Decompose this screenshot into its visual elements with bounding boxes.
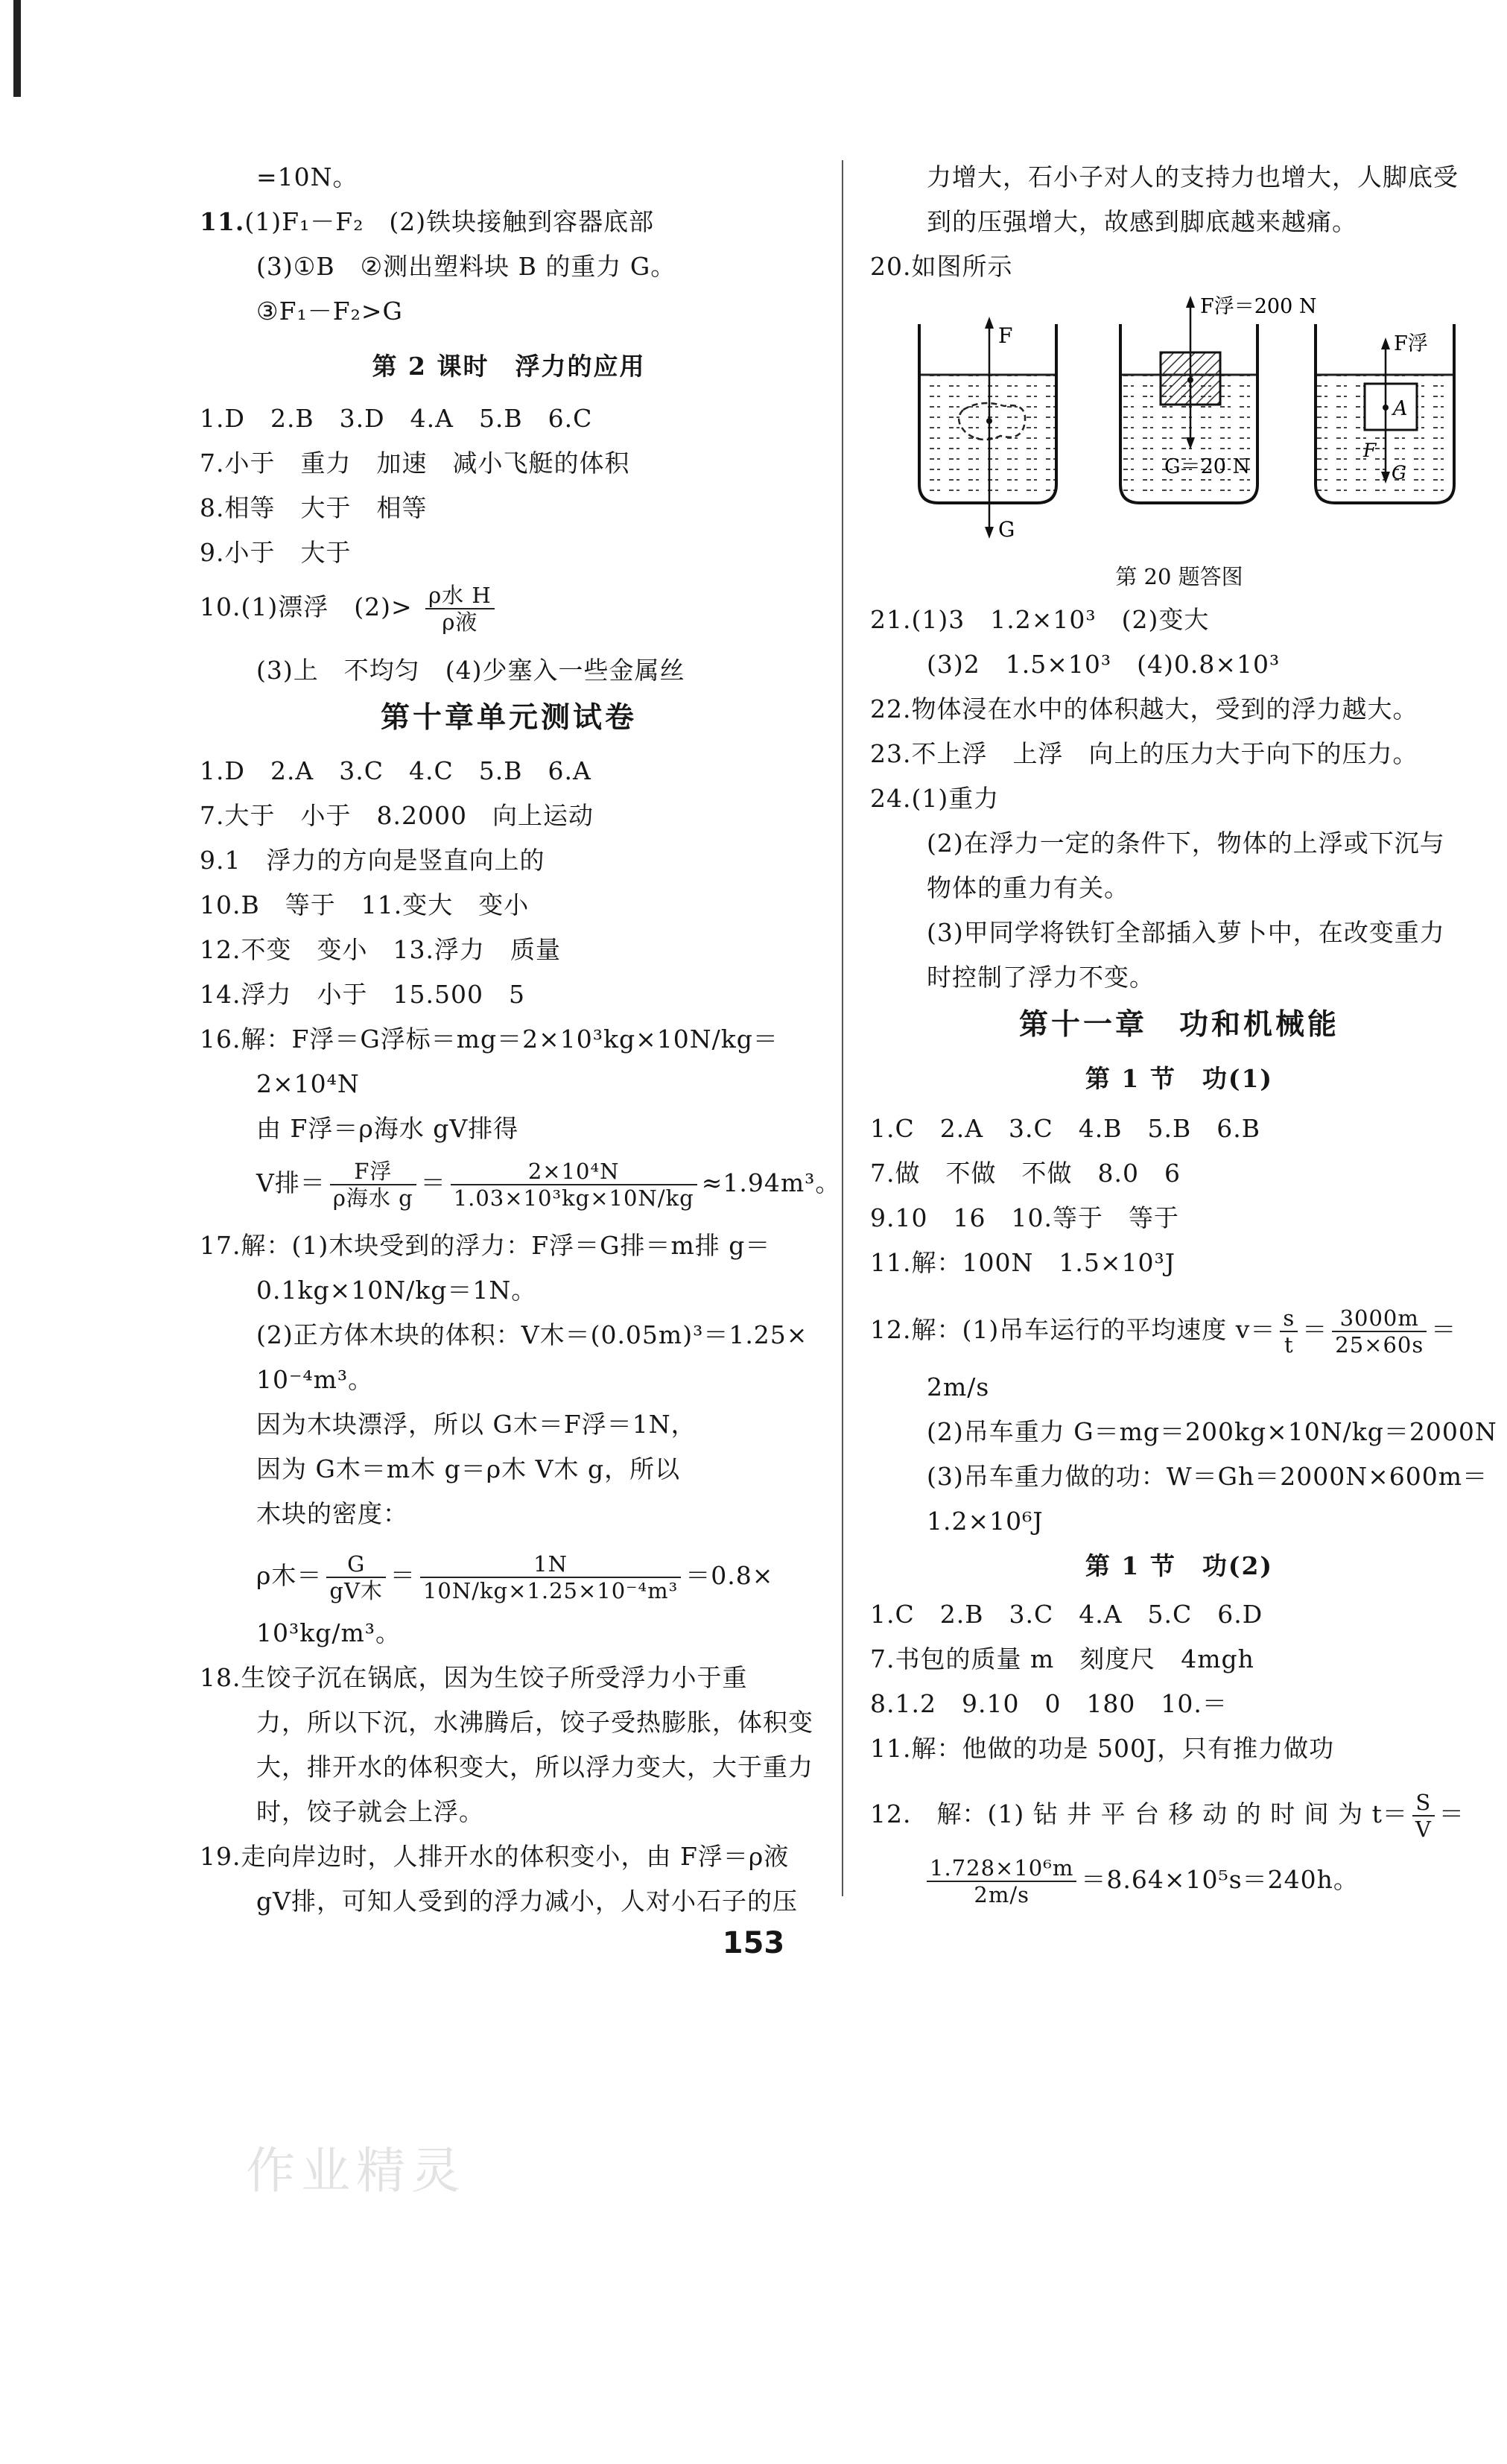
answer-line: 21.(1)3 1.2×10³ (2)变大: [870, 605, 1210, 634]
answer-line: 10³kg/m³。: [256, 1618, 401, 1647]
answer-line: gV排，可知人受到的浮力减小，人对小石子的压: [256, 1887, 798, 1916]
answer-line: 木块的密度：: [256, 1499, 408, 1528]
denominator: 1.03×10³kg×10N/kg: [453, 1185, 694, 1211]
column-divider: [842, 160, 843, 1896]
numerator: 1N: [420, 1551, 681, 1578]
answer-line: [200, 207, 654, 237]
answer-line: (3)2 1.5×10³ (4)0.8×10³: [927, 650, 1281, 679]
answer-line: [200, 583, 499, 635]
label-g-20: G＝20 N: [1164, 455, 1251, 478]
binding-mark: [13, 0, 21, 97]
fraction: [1280, 1305, 1298, 1358]
answer-line: 到的压强增大，故感到脚底越来越痛。: [927, 207, 1357, 236]
answer-line: 8.1.2 9.10 0 180 10.＝: [870, 1689, 1228, 1718]
answer-line: 1.2×10⁶J: [927, 1507, 1044, 1536]
answer-line: 17.解：(1)木块受到的浮力：F浮＝G排＝m排 g＝: [200, 1231, 771, 1260]
answer-line: 7.大于 小于 8.2000 向上运动: [200, 801, 594, 830]
answer-line: [256, 1159, 840, 1211]
answer-text: ＝: [420, 1168, 446, 1197]
answer-line: (3)甲同学将铁钉全部插入萝卜中，在改变重力: [927, 918, 1445, 947]
watermark: 作业精灵: [246, 2142, 466, 2199]
answer-text: (1)F₁－F₂ (2)铁块接触到容器底部: [244, 207, 655, 236]
answer-line: 时，饺子就会上浮。: [256, 1797, 484, 1826]
answer-line: (3)①B ②测出塑料块 B 的重力 G。: [256, 252, 676, 281]
answer-text: 12. 解：(1) 钻 井 平 台 移 动 的 时 间 为 t＝: [870, 1799, 1408, 1828]
answer-line: 11.解：100N 1.5×10³J: [870, 1248, 1176, 1277]
beaker-3: [1316, 324, 1454, 503]
denominator: V: [1415, 1817, 1432, 1842]
numerator: ρ水 H: [425, 583, 495, 609]
denominator: 2m/s: [974, 1882, 1029, 1907]
answer-line: 11.解：他做的功是 500J，只有推力做功: [870, 1734, 1335, 1763]
answer-line: 2×10⁴N: [256, 1069, 360, 1098]
answer-line: 24.(1)重力: [870, 784, 1000, 813]
page-number: 153: [722, 1926, 785, 1960]
arrowhead-up: [985, 317, 994, 329]
block-a: [1365, 384, 1417, 430]
numerator: 2×10⁴N: [451, 1159, 697, 1185]
label-a: A: [1393, 397, 1408, 420]
force-point: [1383, 405, 1389, 411]
diagram-svg: [870, 287, 1496, 585]
answer-line: 1.D 2.B 3.D 4.A 5.B 6.C: [200, 404, 593, 433]
answer-line: 1.C 2.B 3.C 4.A 5.C 6.D: [870, 1600, 1263, 1629]
answer-text: ＝: [1431, 1315, 1457, 1344]
answer-line: 23.不上浮 上浮 向上的压力大于向下的压力。: [870, 739, 1418, 768]
answer-line: ③F₁－F₂>G: [256, 297, 403, 326]
answer-text: V排＝: [256, 1168, 326, 1197]
answer-line: 因为 G木＝m木 g＝ρ木 V木 g，所以: [256, 1454, 681, 1483]
answer-line: [927, 1855, 1359, 1907]
numerator: F浮: [330, 1159, 416, 1185]
answer-line: 14.浮力 小于 15.500 5: [200, 980, 525, 1009]
answer-line: 0.1kg×10N/kg＝1N。: [256, 1276, 537, 1305]
answer-line: 因为木块漂浮，所以 G木＝F浮＝1N，: [256, 1410, 697, 1439]
fraction: [1332, 1305, 1427, 1358]
force-point: [986, 418, 992, 424]
fraction: [420, 1551, 681, 1603]
water-1: [921, 375, 1055, 494]
answer-line: 22.物体浸在水中的体积越大，受到的浮力越大。: [870, 694, 1418, 723]
label-g: G: [998, 517, 1015, 542]
answer-line: 7.做 不做 不做 8.0 6: [870, 1159, 1181, 1188]
question-number: 11.: [200, 207, 245, 236]
answer-text: ＝0.8×: [685, 1561, 774, 1590]
label-f-3: F: [1363, 440, 1377, 461]
denominator: t: [1284, 1332, 1294, 1358]
answer-line: [870, 1790, 1465, 1842]
answer-line: 19.走向岸边时，人排开水的体积变小，由 F浮＝ρ液: [200, 1842, 790, 1871]
arrowhead-up: [1186, 296, 1195, 308]
denominator: ρ液: [442, 609, 478, 635]
answer-line: 7.书包的质量 m 刻度尺 4mgh: [870, 1644, 1254, 1673]
section-heading: 第 2 课时 浮力的应用: [372, 352, 646, 381]
answer-line: [256, 1551, 773, 1603]
numerator: s: [1280, 1305, 1298, 1332]
answer-text: ρ木＝: [256, 1561, 323, 1590]
beaker-1: [919, 317, 1056, 542]
answer-line: (2)正方体木块的体积：V木＝(0.05m)³＝1.25×: [256, 1320, 808, 1349]
answer-line: 9.1 浮力的方向是竖直向上的: [200, 846, 545, 875]
answer-line: 20.如图所示: [870, 252, 1013, 281]
answer-text: ＝: [1438, 1799, 1465, 1828]
answer-line: 力增大，石小子对人的支持力也增大，人脚底受: [927, 162, 1459, 191]
numerator: S: [1412, 1790, 1435, 1817]
answer-line: 16.解：F浮＝G浮标＝mg＝2×10³kg×10N/kg＝: [200, 1024, 778, 1054]
answer-line: 10.B 等于 11.变大 变小: [200, 890, 530, 919]
answer-line: 时控制了浮力不变。: [927, 963, 1155, 992]
denominator: 10N/kg×1.25×10⁻⁴m³: [422, 1578, 679, 1603]
answer-text: 10.(1)漂浮 (2)>: [200, 592, 413, 621]
answer-line: =10N。: [256, 162, 358, 191]
fraction: [451, 1159, 697, 1211]
answer-line: 物体的重力有关。: [927, 873, 1129, 902]
answer-line: (3)上 不均匀 (4)少塞入一些金属丝: [256, 656, 685, 685]
label-g-3: G: [1392, 462, 1406, 484]
answer-text: ＝: [390, 1561, 416, 1590]
fraction: [1412, 1790, 1435, 1842]
fraction: [326, 1551, 386, 1603]
answer-line: [870, 1305, 1456, 1358]
answer-line: 大，排开水的体积变大，所以浮力变大，大于重力: [256, 1752, 813, 1782]
answer-line: 2m/s: [927, 1372, 990, 1402]
chapter-heading: 第十章单元测试卷: [380, 700, 637, 735]
answer-line: (2)吊车重力 G＝mg＝200kg×10N/kg＝2000N: [927, 1417, 1497, 1446]
answer-line: 10⁻⁴m³。: [256, 1365, 374, 1394]
chapter-heading: 第十一章 功和机械能: [1018, 1007, 1339, 1042]
arrowhead-down: [985, 527, 994, 539]
section-heading: 第 1 节 功(1): [1085, 1064, 1274, 1093]
denominator: ρ海水 g: [332, 1185, 413, 1211]
answer-line: 由 F浮＝ρ海水 gV排得: [256, 1114, 519, 1143]
section-heading: 第 1 节 功(2): [1085, 1551, 1274, 1580]
label-f: F: [998, 323, 1013, 348]
answer-line: 1.D 2.A 3.C 4.C 5.B 6.A: [200, 756, 591, 785]
force-point: [1187, 377, 1193, 383]
answer-line: 9.10 16 10.等于 等于: [870, 1203, 1179, 1232]
answer-line: (2)在浮力一定的条件下，物体的上浮或下沉与: [927, 829, 1445, 858]
answer-line: 8.相等 大于 相等: [200, 493, 428, 522]
fraction: [425, 583, 495, 635]
arrowhead-up: [1381, 338, 1390, 349]
answer-line: 力，所以下沉，水沸腾后，饺子受热膨胀，体积变: [256, 1708, 813, 1737]
beaker-2: [1120, 295, 1316, 503]
answer-line: 12.不变 变小 13.浮力 质量: [200, 935, 561, 964]
label-f-buoy-3: F浮: [1394, 332, 1428, 355]
answer-line: 9.小于 大于: [200, 538, 352, 567]
numerator: 3000m: [1332, 1305, 1427, 1332]
denominator: gV木: [329, 1578, 383, 1603]
answer-text: 12.解：(1)吊车运行的平均速度 v＝: [870, 1315, 1276, 1344]
answer-text: ≈1.94m³。: [701, 1168, 841, 1197]
answer-text: ＝8.64×10⁵s＝240h。: [1081, 1865, 1359, 1894]
buoyancy-diagram: [870, 287, 1496, 585]
label-f-200: F浮＝200 N: [1200, 295, 1317, 318]
answer-line: 18.生饺子沉在锅底，因为生饺子所受浮力小于重: [200, 1663, 748, 1692]
fraction: [330, 1159, 416, 1211]
numerator: G: [326, 1551, 386, 1578]
answer-line: 1.C 2.A 3.C 4.B 5.B 6.B: [870, 1114, 1260, 1143]
numerator: 1.728×10⁶m: [927, 1855, 1076, 1882]
denominator: 25×60s: [1335, 1332, 1424, 1358]
figure-caption: 第 20 题答图: [1115, 564, 1243, 589]
answer-line: 7.小于 重力 加速 减小飞艇的体积: [200, 449, 630, 478]
answer-line: (3)吊车重力做的功：W＝Gh＝2000N×600m＝: [927, 1462, 1488, 1491]
fraction: [927, 1855, 1076, 1907]
answer-text: ＝: [1302, 1315, 1328, 1344]
